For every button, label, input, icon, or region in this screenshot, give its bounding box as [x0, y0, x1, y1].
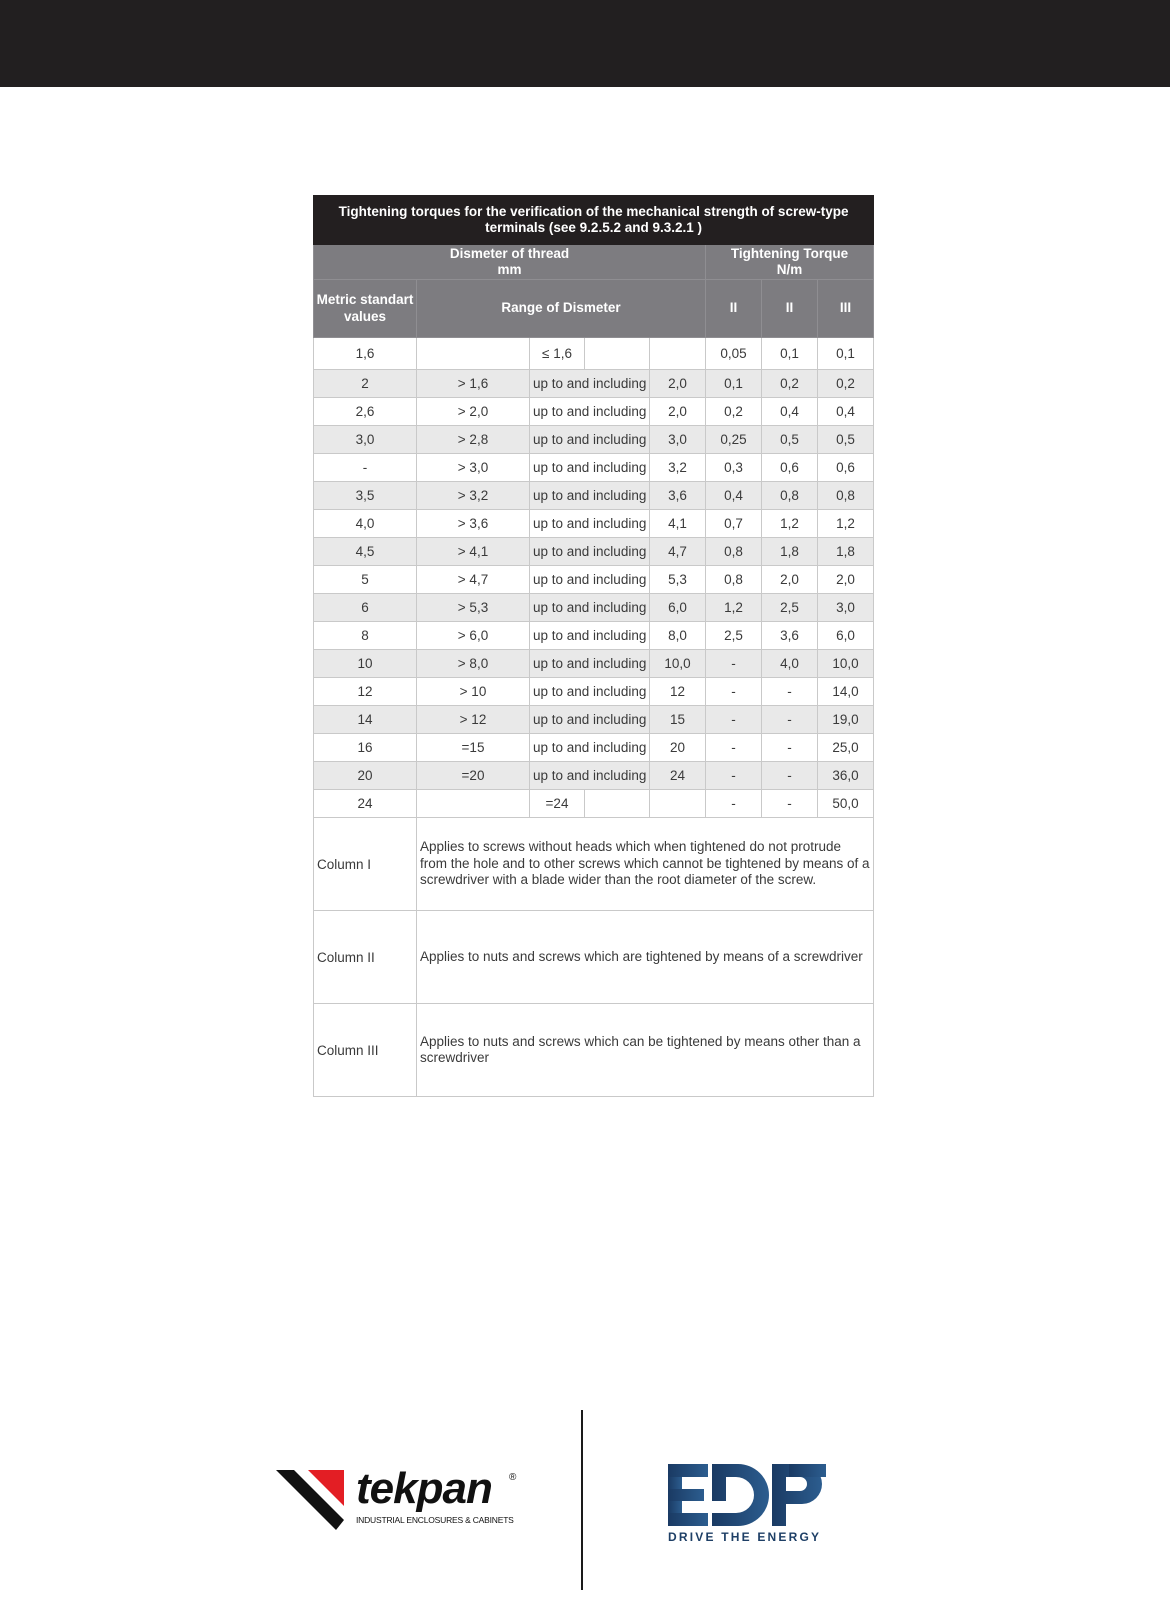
range-to-cell: 4,7: [650, 538, 706, 566]
table-row: [314, 734, 874, 762]
tekpan-mark-icon: [276, 1468, 348, 1532]
range-from-cell: > 3,0: [417, 454, 530, 482]
range-from-cell: > 2,8: [417, 426, 530, 454]
torque-iii-cell: 0,6: [818, 454, 874, 482]
range-from-cell: > 3,6: [417, 510, 530, 538]
metric-value-cell: 14: [314, 706, 417, 734]
torque-ii-cell: -: [762, 790, 818, 818]
torque-i-cell: 2,5: [706, 622, 762, 650]
column-note-text: Applies to screws without heads which when tightened do not protrude from the hole and to other screws which cannot be tightened by means of a screwdriver with a blade wider than the root diameter of the screw.: [417, 818, 874, 911]
range-upto-cell: up to and including: [530, 482, 650, 510]
metric-value-cell: 3,0: [314, 426, 417, 454]
metric-value-cell: -: [314, 454, 417, 482]
range-to-cell: 8,0: [650, 622, 706, 650]
column-note-label: Column I: [314, 818, 417, 911]
metric-value-cell: 2,6: [314, 398, 417, 426]
torque-iii-cell: 2,0: [818, 566, 874, 594]
column-note-label: Column II: [314, 911, 417, 1004]
torque-iii-cell: 10,0: [818, 650, 874, 678]
footer-divider: [581, 1410, 583, 1590]
torque-group-header: [706, 245, 874, 280]
range-upto-cell: up to and including: [530, 566, 650, 594]
torque-ii-cell: 1,2: [762, 510, 818, 538]
torque-iii-cell: 0,1: [818, 338, 874, 370]
torque-ii-cell: 0,2: [762, 370, 818, 398]
tekpan-wordmark: tekpan: [356, 1464, 492, 1513]
edp-wordmark: [668, 1462, 826, 1528]
range-spacer-cell: [585, 338, 650, 370]
metric-column-header: [314, 280, 417, 338]
table-row: [314, 650, 874, 678]
torque-unit-label: N/m: [776, 262, 803, 277]
torque-iii-cell: 25,0: [818, 734, 874, 762]
table-row: [314, 370, 874, 398]
metric-value-cell: 20: [314, 762, 417, 790]
range-upto-cell: up to and including: [530, 650, 650, 678]
torque-ii-cell: 0,1: [762, 338, 818, 370]
range-to-cell: 15: [650, 706, 706, 734]
torque-iii-cell: 3,0: [818, 594, 874, 622]
torque-iii-cell: 6,0: [818, 622, 874, 650]
tekpan-tagline: INDUSTRIAL ENCLOSURES & CABINETS: [356, 1515, 514, 1525]
torque-i-cell: 1,2: [706, 594, 762, 622]
range-upto-cell: up to and including: [530, 370, 650, 398]
table-row: [314, 482, 874, 510]
tekpan-registered-mark: ®: [509, 1472, 517, 1483]
range-from-cell: > 4,1: [417, 538, 530, 566]
table-title-line-1: Tightening torques for the verification of the mechanical: [338, 203, 700, 219]
range-upto-cell: up to and including: [530, 622, 650, 650]
column-note-text: Applies to nuts and screws which are tightened by means of a screwdriver: [417, 911, 874, 1004]
column-ii-header: II: [762, 280, 818, 338]
table-title-line-2: strength of screw-type terminals: [485, 203, 849, 235]
metric-value-cell: 5: [314, 566, 417, 594]
torque-iii-cell: 50,0: [818, 790, 874, 818]
table-row: [314, 538, 874, 566]
table-body: [314, 338, 874, 1097]
range-upto-cell: up to and including: [530, 510, 650, 538]
table-row: [314, 338, 874, 370]
range-to-cell: 3,6: [650, 482, 706, 510]
torque-ii-cell: 0,8: [762, 482, 818, 510]
range-to-cell: 4,1: [650, 510, 706, 538]
torque-i-cell: 0,8: [706, 538, 762, 566]
torque-ii-cell: 2,0: [762, 566, 818, 594]
table-row: [314, 706, 874, 734]
torque-i-cell: 0,3: [706, 454, 762, 482]
range-upto-cell: ≤ 1,6: [530, 338, 585, 370]
metric-value-cell: 1,6: [314, 338, 417, 370]
torque-ii-cell: 0,4: [762, 398, 818, 426]
table-row: [314, 566, 874, 594]
torque-i-cell: -: [706, 678, 762, 706]
range-to-cell: [650, 338, 706, 370]
table-row: [314, 426, 874, 454]
range-upto-cell: =24: [530, 790, 585, 818]
tekpan-logo: [276, 1464, 521, 1528]
table-title: [314, 196, 874, 245]
torque-i-cell: 0,7: [706, 510, 762, 538]
torque-iii-cell: 1,8: [818, 538, 874, 566]
range-upto-cell: up to and including: [530, 706, 650, 734]
torque-i-cell: 0,4: [706, 482, 762, 510]
torque-iii-cell: 1,2: [818, 510, 874, 538]
range-from-cell: > 12: [417, 706, 530, 734]
metric-column-label-1: Metric standart: [316, 292, 414, 307]
metric-value-cell: 10: [314, 650, 417, 678]
torque-ii-cell: 4,0: [762, 650, 818, 678]
range-from-cell: > 2,0: [417, 398, 530, 426]
torque-ii-cell: -: [762, 762, 818, 790]
table-row: [314, 510, 874, 538]
torque-iii-cell: 0,8: [818, 482, 874, 510]
range-to-cell: 24: [650, 762, 706, 790]
column-note-row: [314, 911, 874, 1004]
range-from-cell: > 5,3: [417, 594, 530, 622]
range-from-cell: > 10: [417, 678, 530, 706]
column-note-text: Applies to nuts and screws which can be tightened by means other than a screwdriver: [417, 1004, 874, 1097]
table-row: [314, 454, 874, 482]
torque-ii-cell: -: [762, 706, 818, 734]
range-from-cell: > 6,0: [417, 622, 530, 650]
torque-ii-cell: 0,5: [762, 426, 818, 454]
table-row: [314, 622, 874, 650]
metric-column-label-2: values: [343, 308, 387, 324]
range-to-cell: [650, 790, 706, 818]
torque-i-cell: -: [706, 650, 762, 678]
range-spacer-cell: [585, 790, 650, 818]
range-from-cell: =15: [417, 734, 530, 762]
table-row: [314, 594, 874, 622]
table-row: [314, 398, 874, 426]
metric-value-cell: 6: [314, 594, 417, 622]
torque-iii-cell: 0,5: [818, 426, 874, 454]
range-to-cell: 6,0: [650, 594, 706, 622]
torque-ii-cell: -: [762, 678, 818, 706]
torque-group-label: Tightening Torque: [730, 245, 849, 261]
torque-ii-cell: 1,8: [762, 538, 818, 566]
edp-tagline: DRIVE THE ENERGY: [668, 1530, 822, 1544]
torque-i-cell: 0,25: [706, 426, 762, 454]
torque-i-cell: 0,1: [706, 370, 762, 398]
torque-ii-cell: -: [762, 734, 818, 762]
column-note-label: Column III: [314, 1004, 417, 1097]
range-from-cell: =20: [417, 762, 530, 790]
top-banner: [0, 0, 1170, 87]
torque-table: [313, 195, 874, 1097]
metric-value-cell: 16: [314, 734, 417, 762]
column-note-row: [314, 818, 874, 911]
range-from-cell: [417, 790, 530, 818]
metric-value-cell: 8: [314, 622, 417, 650]
range-to-cell: 3,2: [650, 454, 706, 482]
column-i-header: II: [706, 280, 762, 338]
range-from-cell: [417, 338, 530, 370]
range-to-cell: 2,0: [650, 398, 706, 426]
range-from-cell: > 1,6: [417, 370, 530, 398]
torque-ii-cell: 0,6: [762, 454, 818, 482]
metric-value-cell: 3,5: [314, 482, 417, 510]
range-upto-cell: up to and including: [530, 594, 650, 622]
torque-i-cell: -: [706, 762, 762, 790]
range-from-cell: > 8,0: [417, 650, 530, 678]
range-upto-cell: up to and including: [530, 762, 650, 790]
torque-i-cell: -: [706, 706, 762, 734]
torque-iii-cell: 19,0: [818, 706, 874, 734]
torque-i-cell: 0,8: [706, 566, 762, 594]
metric-value-cell: 24: [314, 790, 417, 818]
torque-iii-cell: 0,4: [818, 398, 874, 426]
range-from-cell: > 3,2: [417, 482, 530, 510]
range-to-cell: 5,3: [650, 566, 706, 594]
diameter-group-label: Dismeter of thread: [449, 245, 570, 261]
table-row: [314, 762, 874, 790]
range-upto-cell: up to and including: [530, 734, 650, 762]
range-column-header: Range of Dismeter: [417, 280, 706, 338]
diameter-group-header: [314, 245, 706, 280]
torque-i-cell: 0,05: [706, 338, 762, 370]
range-to-cell: 3,0: [650, 426, 706, 454]
range-upto-cell: up to and including: [530, 454, 650, 482]
edp-logo: [668, 1462, 828, 1542]
range-to-cell: 10,0: [650, 650, 706, 678]
column-iii-header: III: [818, 280, 874, 338]
metric-value-cell: 4,5: [314, 538, 417, 566]
torque-i-cell: -: [706, 734, 762, 762]
metric-value-cell: 4,0: [314, 510, 417, 538]
column-note-row: [314, 1004, 874, 1097]
metric-value-cell: 2: [314, 370, 417, 398]
range-upto-cell: up to and including: [530, 538, 650, 566]
range-to-cell: 12: [650, 678, 706, 706]
metric-value-cell: 12: [314, 678, 417, 706]
torque-iii-cell: 0,2: [818, 370, 874, 398]
range-upto-cell: up to and including: [530, 398, 650, 426]
diameter-unit-label: mm: [497, 262, 522, 277]
table-row: [314, 678, 874, 706]
torque-ii-cell: 2,5: [762, 594, 818, 622]
torque-i-cell: 0,2: [706, 398, 762, 426]
table-title-line-3: (see 9.2.5.2 and 9.3.2.1 ): [548, 220, 702, 235]
torque-iii-cell: 14,0: [818, 678, 874, 706]
table-row: [314, 790, 874, 818]
range-to-cell: 20: [650, 734, 706, 762]
range-to-cell: 2,0: [650, 370, 706, 398]
torque-ii-cell: 3,6: [762, 622, 818, 650]
range-from-cell: > 4,7: [417, 566, 530, 594]
range-upto-cell: up to and including: [530, 678, 650, 706]
range-upto-cell: up to and including: [530, 426, 650, 454]
torque-i-cell: -: [706, 790, 762, 818]
torque-iii-cell: 36,0: [818, 762, 874, 790]
